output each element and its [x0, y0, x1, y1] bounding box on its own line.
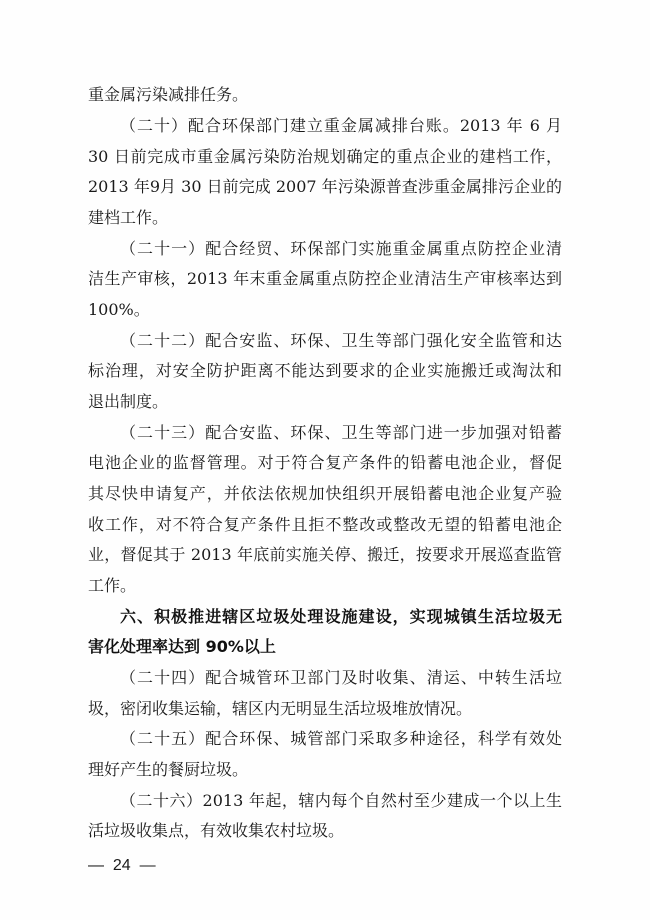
paragraph-line: 100%。 — [88, 300, 150, 319]
paragraph-line: 收工作，对不符合复产条件且拒不整改或整改无望的铅蓄电池企 — [88, 515, 562, 534]
paragraph-line: 活垃圾收集点，有效收集农村垃圾。 — [88, 821, 345, 840]
paragraph-line: （二十四）配合城管环卫部门及时收集、清运、中转生活垃 — [120, 668, 562, 687]
paragraph-line: 重金属污染减排任务。 — [88, 85, 249, 104]
paragraph-line: 退出制度。 — [88, 392, 169, 411]
section-heading-line: 六、积极推进辖区垃圾处理设施建设，实现城镇生活垃圾无 — [120, 607, 562, 626]
paragraph-line: 标治理，对安全防护距离不能达到要求的企业实施搬迁或淘汰和 — [88, 361, 562, 380]
paragraph-line: （二十二）配合安监、环保、卫生等部门强化安全监管和达 — [120, 331, 562, 350]
paragraph-line: 工作。 — [88, 576, 137, 595]
paragraph-line: 其尽快申请复产，并依法依规加快组织开展铅蓄电池企业复产验 — [88, 484, 562, 503]
paragraph-line: （二十三）配合安监、环保、卫生等部门进一步加强对铅蓄 — [120, 423, 562, 442]
paragraph-line: 理好产生的餐厨垃圾。 — [88, 760, 249, 779]
paragraph-line: 圾，密闭收集运输，辖区内无明显生活垃圾堆放情况。 — [88, 699, 473, 718]
paragraph-line: 30 日前完成市重金属污染防治规划确定的重点企业的建档工作， — [88, 147, 562, 166]
page-number: — 24 — — [88, 857, 156, 874]
paragraph-line: （二十五）配合环保、城管部门采取多种途径，科学有效处 — [120, 729, 562, 748]
section-heading-line: 害化处理率达到 90%以上 — [88, 637, 276, 656]
paragraph-line: 业，督促其于 2013 年底前实施关停、搬迁，按要求开展巡查监管 — [88, 545, 562, 564]
paragraph-line: 2013 年9月 30 日前完成 2007 年污染源普查涉重金属排污企业的 — [88, 177, 562, 196]
paragraph-line: 电池企业的监督管理。对于符合复产条件的铅蓄电池企业，督促 — [88, 453, 562, 472]
paragraph-line: （二十六）2013 年起，辖内每个自然村至少建成一个以上生 — [120, 791, 562, 810]
paragraph-line: 洁生产审核，2013 年末重金属重点防控企业清洁生产审核率达到 — [88, 269, 562, 288]
paragraph-line: 建档工作。 — [88, 208, 169, 227]
paragraph-line: （二十一）配合经贸、环保部门实施重金属重点防控企业清 — [120, 239, 562, 258]
paragraph-line: （二十）配合环保部门建立重金属减排台账。2013 年 6 月 — [120, 116, 562, 135]
